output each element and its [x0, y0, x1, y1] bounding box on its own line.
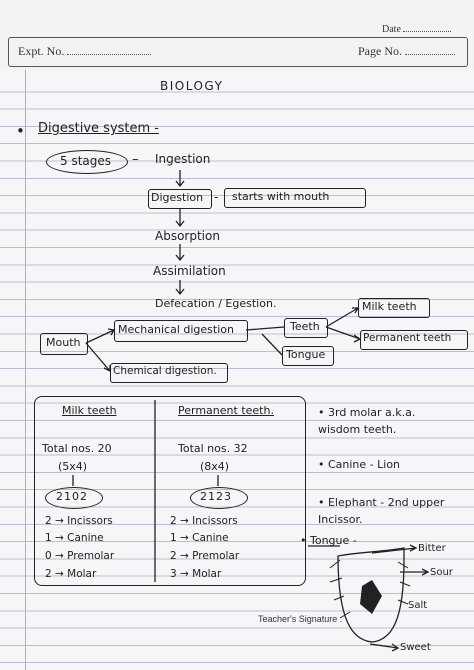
teeth-label: Teeth: [290, 320, 320, 333]
stages-label: 5 stages: [60, 154, 112, 168]
permanent-teeth-label: Permanent teeth: [363, 332, 452, 344]
step-defecation: Defecation / Egestion.: [155, 297, 277, 310]
taste-sweet: Sweet: [400, 642, 431, 653]
section-bullet: •: [16, 122, 25, 140]
digestion-dash: -: [214, 190, 219, 204]
mechanical-label: Mechanical digestion: [118, 323, 234, 336]
milk-total: Total nos. 20: [42, 442, 112, 455]
tongue-shaded-area: [360, 580, 382, 614]
note-canine: • Canine - Lion: [318, 458, 401, 471]
chemical-label: Chemical digestion.: [113, 365, 217, 377]
permanent-row: 3 → Molar: [170, 568, 222, 580]
tongue-heading: • Tongue -: [300, 534, 357, 547]
milk-row: 1 → Canine: [45, 532, 104, 544]
digestion-note: starts with mouth: [232, 190, 330, 203]
taste-sour: Sour: [430, 567, 453, 578]
permanent-code: 2123: [200, 490, 232, 503]
page-no-label: Page No.: [358, 44, 402, 58]
permanent-row: 2 → Premolar: [170, 550, 240, 562]
milk-row: 2 → Incissors: [45, 515, 113, 527]
milk-formula: (5x4): [58, 460, 88, 473]
note-wisdom-teeth: • 3rd molar a.k.a. wisdom teeth.: [318, 406, 416, 436]
permanent-row: 1 → Canine: [170, 532, 229, 544]
milk-row: 2 → Molar: [45, 568, 97, 580]
note-elephant: • Elephant - 2nd upper Incissor.: [318, 496, 445, 526]
step-assimilation: Assimilation: [153, 264, 226, 278]
milk-teeth-label: Milk teeth: [362, 300, 417, 313]
milk-code: 2102: [56, 490, 88, 503]
taste-bitter: Bitter: [418, 543, 446, 554]
permanent-heading: Permanent teeth.: [178, 404, 274, 417]
step-ingestion: Ingestion: [155, 152, 211, 166]
step-absorption: Absorption: [155, 229, 220, 243]
page-title: BIOLOGY: [160, 79, 224, 93]
permanent-row: 2 → Incissors: [170, 515, 238, 527]
mouth-label: Mouth: [46, 336, 81, 349]
taste-salt: Salt: [408, 600, 428, 611]
milk-heading: Milk teeth: [62, 404, 117, 417]
section-heading: Digestive system -: [38, 121, 159, 136]
step-digestion: Digestion: [151, 191, 204, 204]
stages-dash: –: [132, 152, 139, 167]
milk-row: 0 → Premolar: [45, 550, 115, 562]
expt-no-label: Expt. No.: [18, 44, 65, 58]
tongue-label: Tongue: [286, 348, 326, 361]
date-label: Date: [382, 24, 401, 35]
teacher-signature-label: Teacher's Signature :: [258, 614, 343, 624]
permanent-formula: (8x4): [200, 460, 230, 473]
permanent-total: Total nos. 32: [178, 442, 248, 455]
